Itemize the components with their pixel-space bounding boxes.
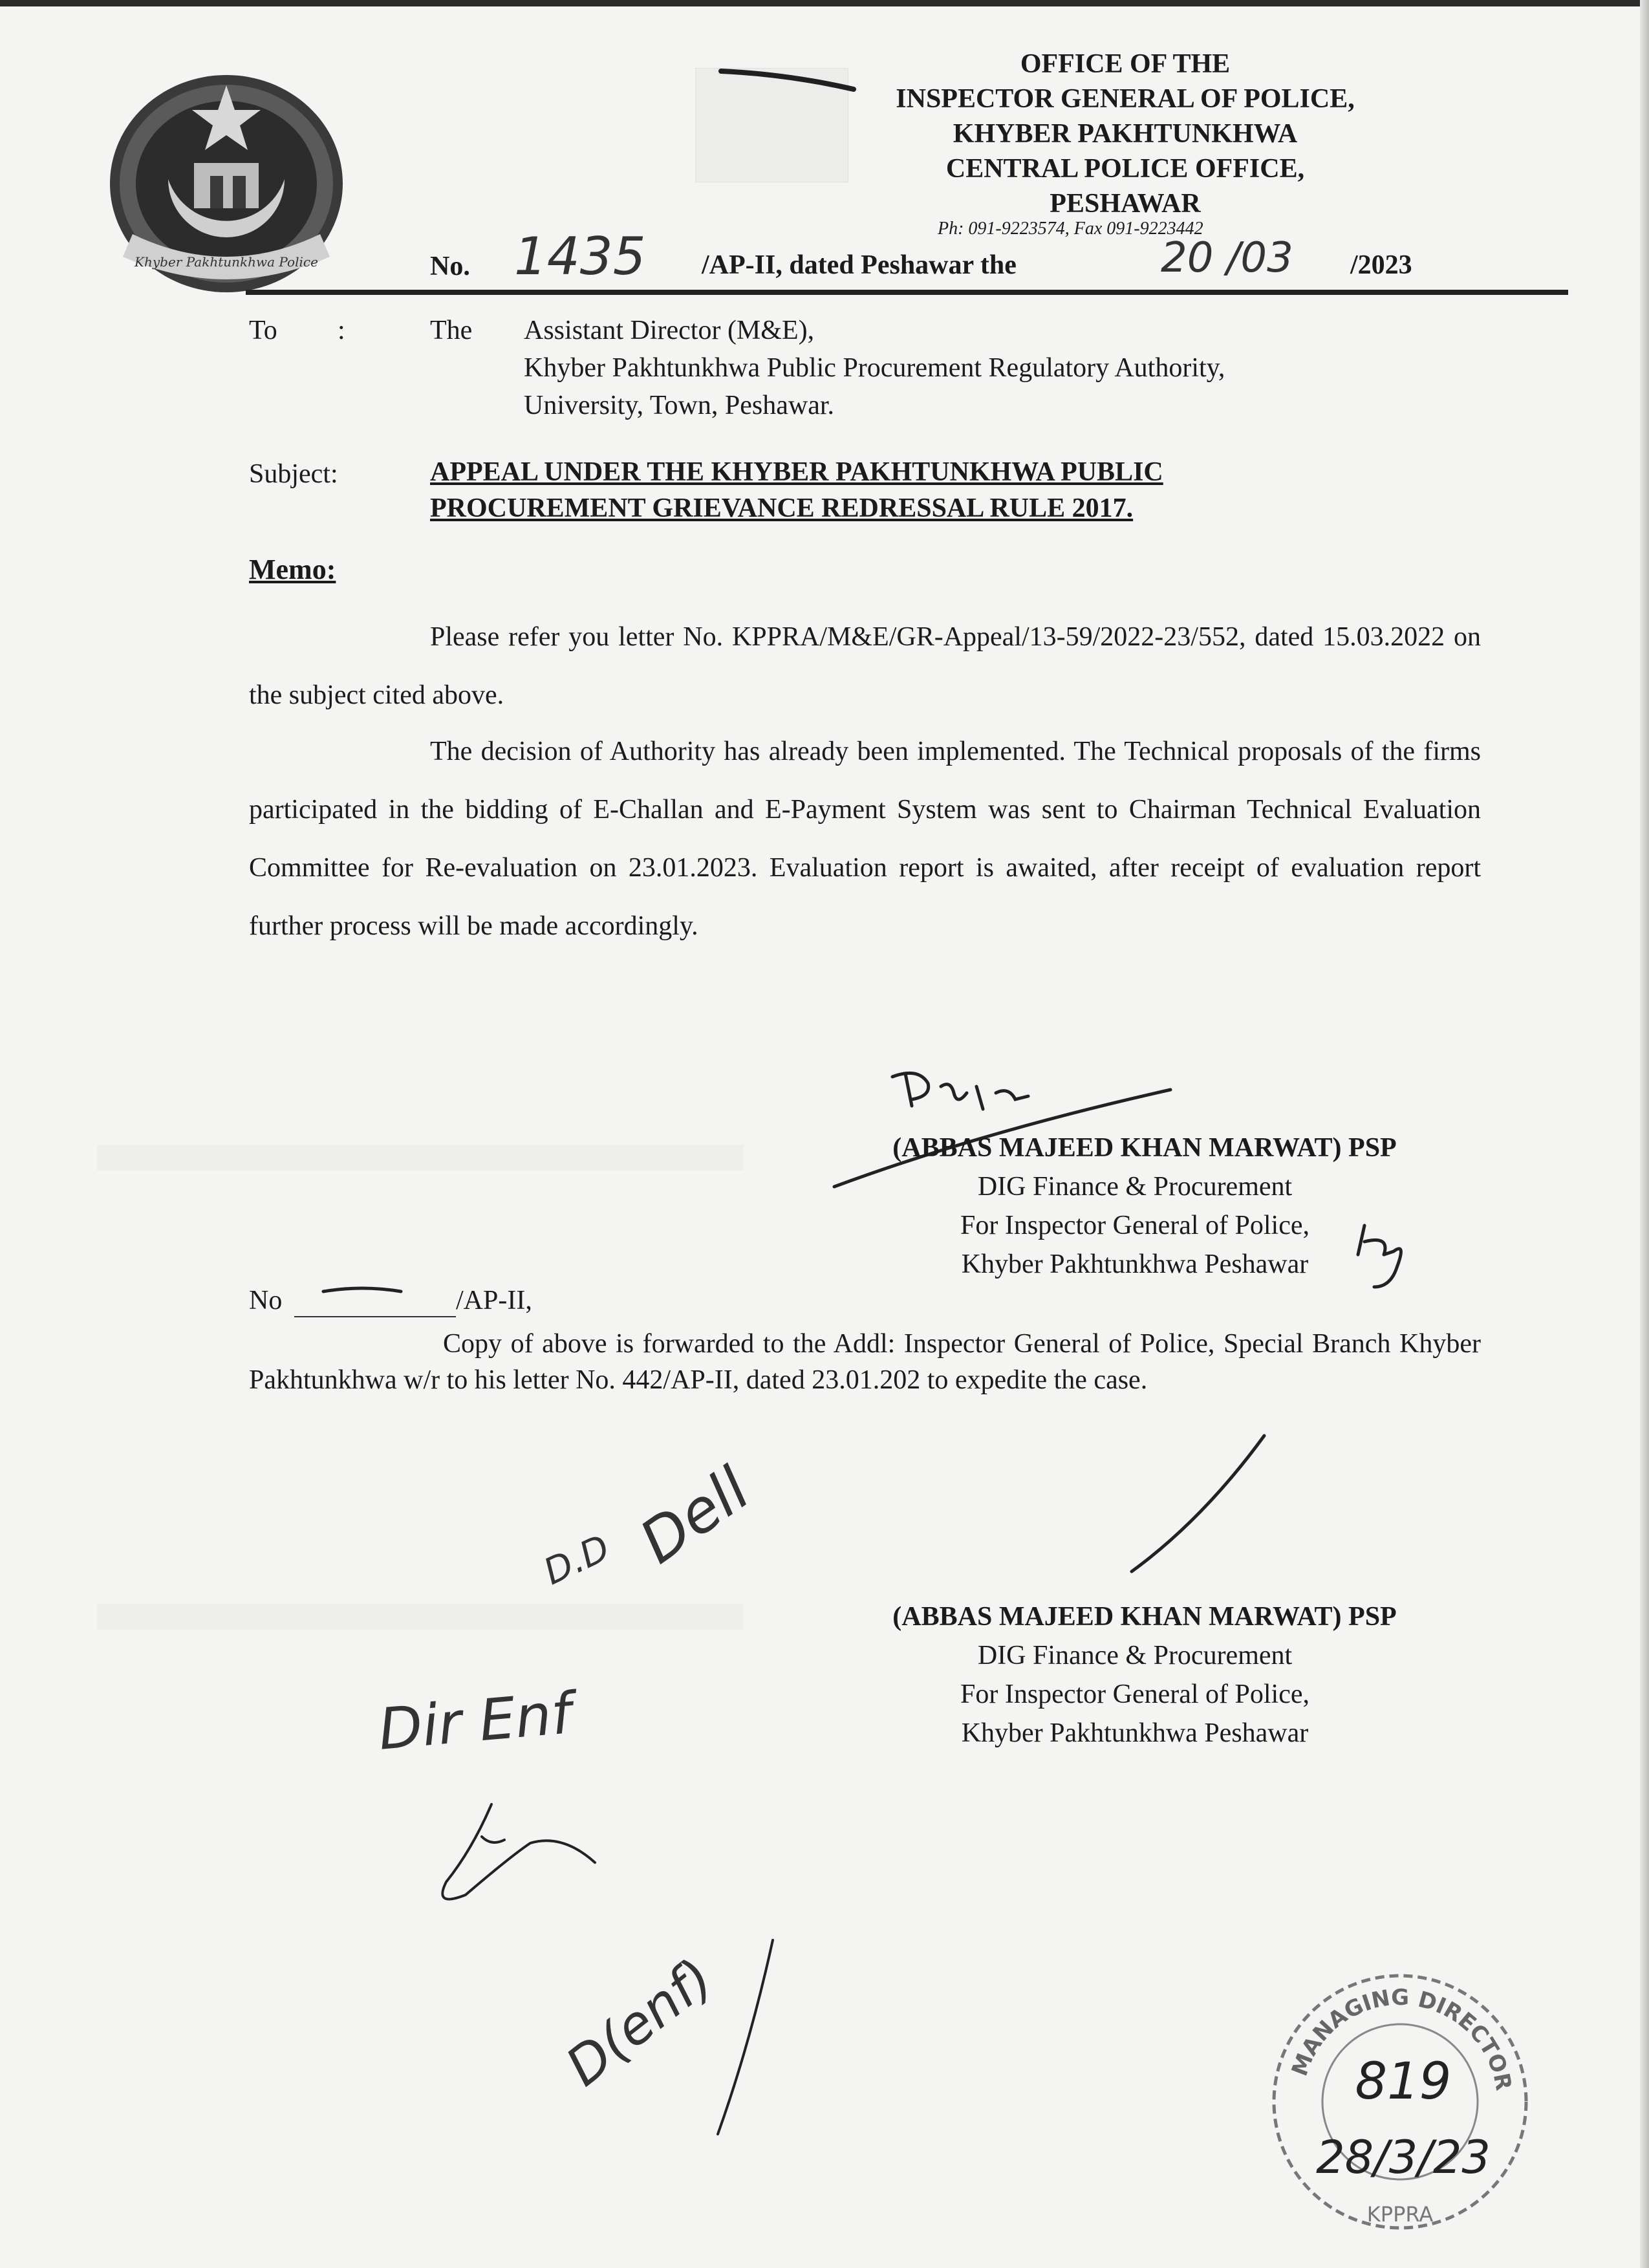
office-header: [808, 47, 1442, 221]
addressee-line-2: Khyber Pakhtunkhwa Public Procurement Regulatory Authority,: [524, 353, 1225, 383]
long-stroke-icon: [711, 1934, 782, 2141]
subject-text: [430, 454, 1163, 526]
scan-right-edge: [1640, 0, 1649, 2268]
copy-no-suffix: /AP-II,: [456, 1286, 532, 1315]
addressee-line-3: University, Town, Peshawar.: [524, 391, 835, 420]
ref-no-label: No.: [430, 252, 470, 281]
paragraph-2: The decision of Authority has already been implemented. The Technical proposals of the firms participated in the bidding of E-Challan and E-Payment System was sent to Chairman Technical Evaluation Committee for Re-evaluation on 23.01.2023. Evaluation report is awaited, after receipt of evaluation report further process will be made accordingly.: [249, 737, 1481, 941]
stamp-arc-text: MANAGING DIRECTOR: [1286, 1984, 1517, 2093]
header-line-2: INSPECTOR GENERAL OF POLICE,: [896, 84, 1355, 114]
memo-label: Memo:: [249, 554, 336, 585]
dash-mark-icon: [320, 1284, 404, 1297]
signatory-name-1: (ABBAS MAJEED KHAN MARWAT) PSP: [892, 1133, 1397, 1163]
police-logo: [107, 72, 346, 296]
signatory-name-2: (ABBAS MAJEED KHAN MARWAT) PSP: [892, 1602, 1397, 1632]
to-label: To: [249, 316, 277, 345]
police-emblem-icon: [107, 72, 346, 296]
header-line-1: OFFICE OF THE: [1020, 49, 1231, 79]
signatory-for-2: For Inspector General of Police,: [960, 1679, 1310, 1709]
signatory-title-1: DIG Finance & Procurement: [977, 1172, 1293, 1202]
signatory-place-1: Khyber Pakhtunkhwa Peshawar: [961, 1249, 1309, 1279]
handwritten-note-dir: Dir Enf: [376, 1679, 574, 1763]
signatory-place-2: Khyber Pakhtunkhwa Peshawar: [961, 1718, 1309, 1748]
addressee-line-1: Assistant Director (M&E),: [524, 316, 815, 345]
signature-block-2: [815, 1597, 1455, 1753]
subject-line-1: APPEAL UNDER THE KHYBER PAKHTUNKHWA PUBLIC: [430, 457, 1163, 487]
stamp-date: 28/3/23: [1316, 2131, 1491, 2184]
handwritten-note-dd: D.D: [537, 1527, 616, 1593]
header-line-5: PESHAWAR: [1050, 189, 1201, 219]
scan-bleed-through: [97, 1145, 744, 1171]
header-line-4: CENTRAL POLICE OFFICE,: [945, 154, 1305, 184]
signature-stroke-2-icon: [1119, 1429, 1274, 1578]
ref-year: /2023: [1350, 250, 1412, 280]
logo-text: Khyber Pakhtunkhwa Police: [135, 254, 318, 270]
to-colon: :: [338, 316, 345, 345]
signature-block-1: [815, 1129, 1455, 1284]
addressee-block: [524, 314, 1225, 422]
scan-bleed-through-2: [97, 1604, 744, 1630]
handwritten-ref-date: 20 /03: [1161, 234, 1293, 282]
stamp-bottom-text: KPPRA: [1366, 2202, 1434, 2227]
subject-line-2: PROCUREMENT GRIEVANCE REDRESSAL RULE 2017.: [430, 493, 1134, 523]
handwritten-initial-icon: [420, 1798, 614, 1914]
phone-fax: Ph: 091-9223574, Fax 091-9223442: [938, 219, 1203, 239]
stamp-number: 819: [1355, 2053, 1452, 2111]
handwritten-note-dell: Dell: [627, 1454, 762, 1577]
receipt-stamp: [1264, 1966, 1536, 2238]
stamp-circle-icon: [1264, 1966, 1536, 2238]
handwritten-ref-no: 1435: [514, 226, 646, 286]
copy-text: Copy of above is forwarded to the Addl: Inspector General of Police, Special Branch Khyber Pakhtunkhwa w/r to his letter No. 442/AP-II, dated 23.01.202 to expedite the case.: [249, 1329, 1481, 1395]
scan-top-edge: [0, 0, 1649, 6]
signatory-for-1: For Inspector General of Police,: [960, 1211, 1310, 1240]
signatory-title-2: DIG Finance & Procurement: [977, 1641, 1293, 1670]
header-divider: [246, 290, 1568, 295]
paragraph-1: Please refer you letter No. KPPRA/M&E/GR-Appeal/13-59/2022-23/552, dated 15.03.2022 on the subject cited above.: [249, 622, 1481, 710]
copy-no-blank: [294, 1316, 456, 1317]
handwritten-note-bottom: D(enf): [555, 1947, 725, 2099]
ref-mid-text: /AP-II, dated Peshawar the: [702, 250, 1017, 280]
copy-no-label: No: [249, 1286, 283, 1315]
header-line-3: KHYBER PAKHTUNKHWA: [953, 119, 1298, 149]
subject-label: Subject:: [249, 459, 338, 489]
to-the: The: [430, 316, 473, 345]
